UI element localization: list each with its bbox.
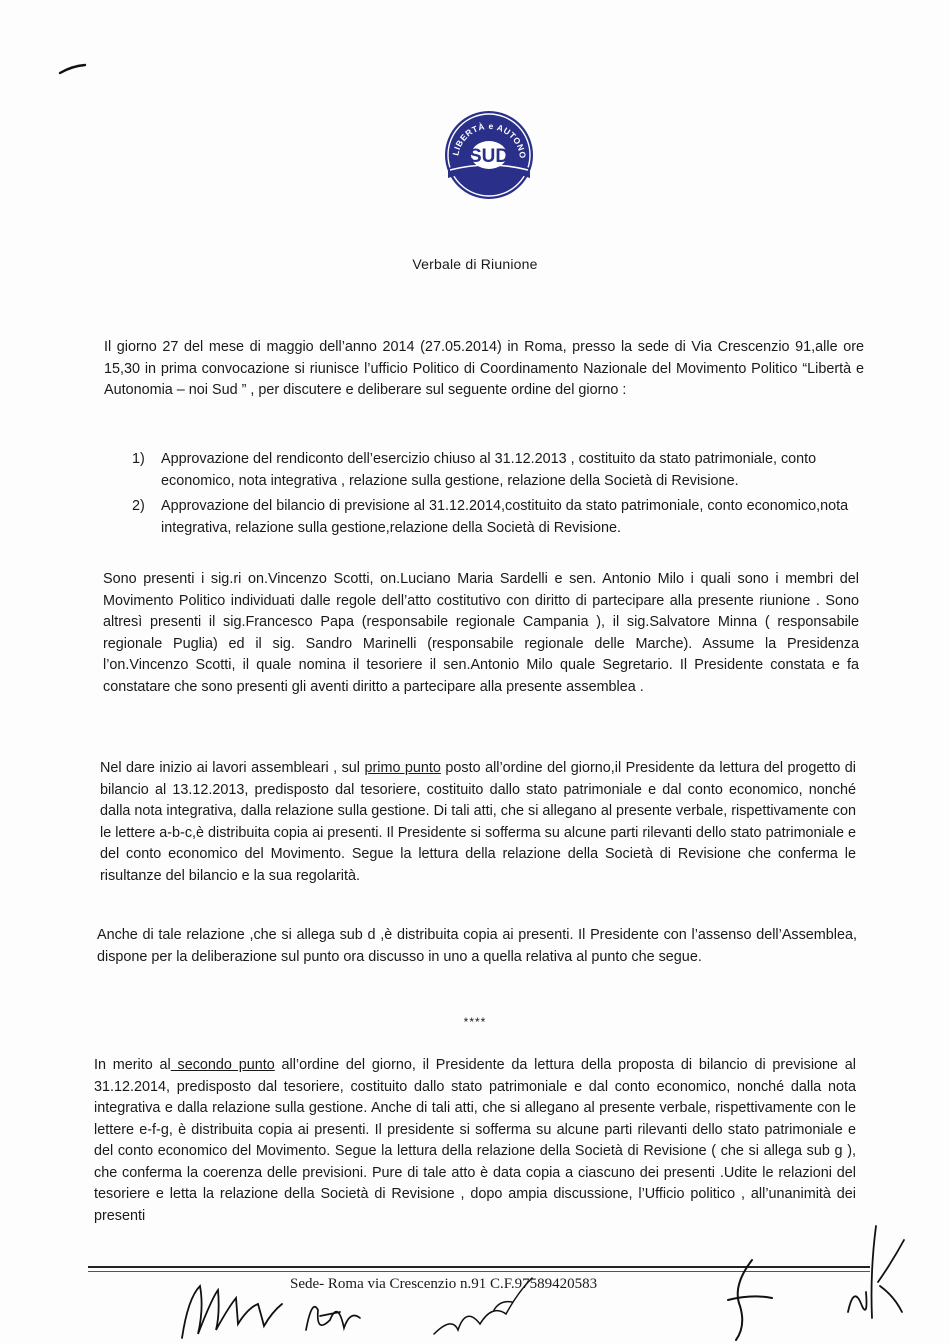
second-point-text-after: all’ordine del giorno, il Presidente da lettura della proposta di bilancio di previsione al 31.12.2014, predisposto dal tesoriere, costituito dallo stato patrimoniale e dal conto economico, nonché dalla nota integrativa e dalla relazione sulla gestione. Anche di tali atti, che si allegano al presente verbale, rispettivamente con le lettere e-f-g, è distribuita copia ai presenti. Il presidente si sofferma su alcune parti rilevanti dello stato patrimoniale e del conto economico del Movimento. Segue la lettura della relazione della Società di Revisione ( che si allega sub g ), che conferma la coerenza delle previsioni. Pure di tale atto è data copia a ciascuno dei presenti .Udite le relazioni del tesoriere e letta la relazione della Società di Revisione , dopo ampia discussione, l’Ufficio politico , all’unanimità dei presenti [94, 1057, 856, 1224]
first-point-underlined: primo punto [364, 760, 441, 776]
first-point-text-before: Nel dare inizio ai lavori assembleari , sul [100, 760, 365, 776]
intro-paragraph: Il giorno 27 del mese di maggio dell’anno 2014 (27.05.2014) in Roma, presso la sede di Via Crescenzio 91,alle ore 15,30 in prima convocazione si riunisce l’ufficio Politico di Coordinamento Nazionale del Movimento Politico “Libertà e Autonomia – noi Sud ” , per discutere e deliberare sul seguente ordine del giorno : [104, 339, 864, 398]
party-logo [442, 108, 536, 202]
signature-2 [300, 1290, 370, 1343]
report-paragraph: Anche di tale relazione ,che si allega sub d ,è distribuita copia ai presenti. Il Presidente con l’assenso dell’Assemblea, dispone per la deliberazione sul punto ora discusso in uno a quella relativa al punto che segue. [97, 927, 857, 965]
second-point-underlined: secondo punto [170, 1057, 275, 1073]
first-point-text-after: posto all’ordine del giorno,il Presidente da lettura del progetto di bilancio al 13.12.2013, predisposto dal tesoriere, costituito dallo stato patrimoniale e dal conto economico, nonché dalla nota integrativa, dalla relazione sulla gestione. Di tali atti, che si allegano al presente verbale, rispettivamente con le lettere a-b-c,è distribuita copia ai presenti. Il Presidente si sofferma su alcune parti rilevanti dello stato patrimoniale e del conto economico del Movimento. Segue la lettura della relazione della Società di Revisione che conferma le risultanze del bilancio e la sua regolarità. [100, 760, 856, 884]
footer-address: Sede- Roma via Crescenzio n.91 C.F.97589420583 [290, 1276, 598, 1292]
signature-1 [178, 1268, 288, 1343]
signature-4 [722, 1256, 782, 1343]
signature-5 [840, 1222, 910, 1322]
list-item-text: Approvazione del bilancio di previsione al 31.12.2014,costituito da stato patrimoniale, conto economico,nota integrativa, relazione sulla gestione,relazione della Società di Revisione. [161, 498, 849, 536]
pen-mark [58, 62, 88, 76]
list-item-text: Approvazione del rendiconto dell’esercizio chiuso al 31.12.2013 , costituito da stato patrimoniale, conto economico, nota integrativa , relazione sulla gestione, relazione della Società di Revisione. [161, 451, 817, 489]
logo-arc-text: LIBERTÀ e AUTONO [450, 120, 529, 160]
list-item-number: 1) [132, 451, 145, 467]
first-point-paragraph [100, 758, 856, 887]
list-item-number: 2) [132, 498, 145, 514]
document-title: Verbale di Riunione [412, 256, 538, 272]
second-point-text-before: In merito al [94, 1057, 171, 1073]
second-point-paragraph [94, 1055, 856, 1227]
list-item [132, 449, 862, 492]
attendees-paragraph: Sono presenti i sig.ri on.Vincenzo Scotti, on.Luciano Maria Sardelli e sen. Antonio Milo i quali sono i membri del Movimento Politico individuati dalle regole dell’atto costitutivo con diritto di partecipare alla presente riunione . Sono altresì presenti il sig.Francesco Papa (responsabile regionale Campania ), il sig.Salvatore Minna ( responsabile regionale Puglia) ed il sig. Sandro Marinelli (responsabile regionale delle Marche). Assume la Presidenza l’on.Vincenzo Scotti, il quale nomina il tesoriere il sen.Antonio Milo quale Segretario. Il Presidente constata e fa constatare che sono presenti gli aventi diritto a partecipare alla presente assemblea . [103, 571, 859, 695]
section-separator: **** [463, 1015, 487, 1029]
logo-center-text: SUD [468, 146, 510, 167]
list-item [132, 496, 862, 539]
signature-3 [428, 1270, 548, 1343]
agenda-list [132, 449, 862, 543]
